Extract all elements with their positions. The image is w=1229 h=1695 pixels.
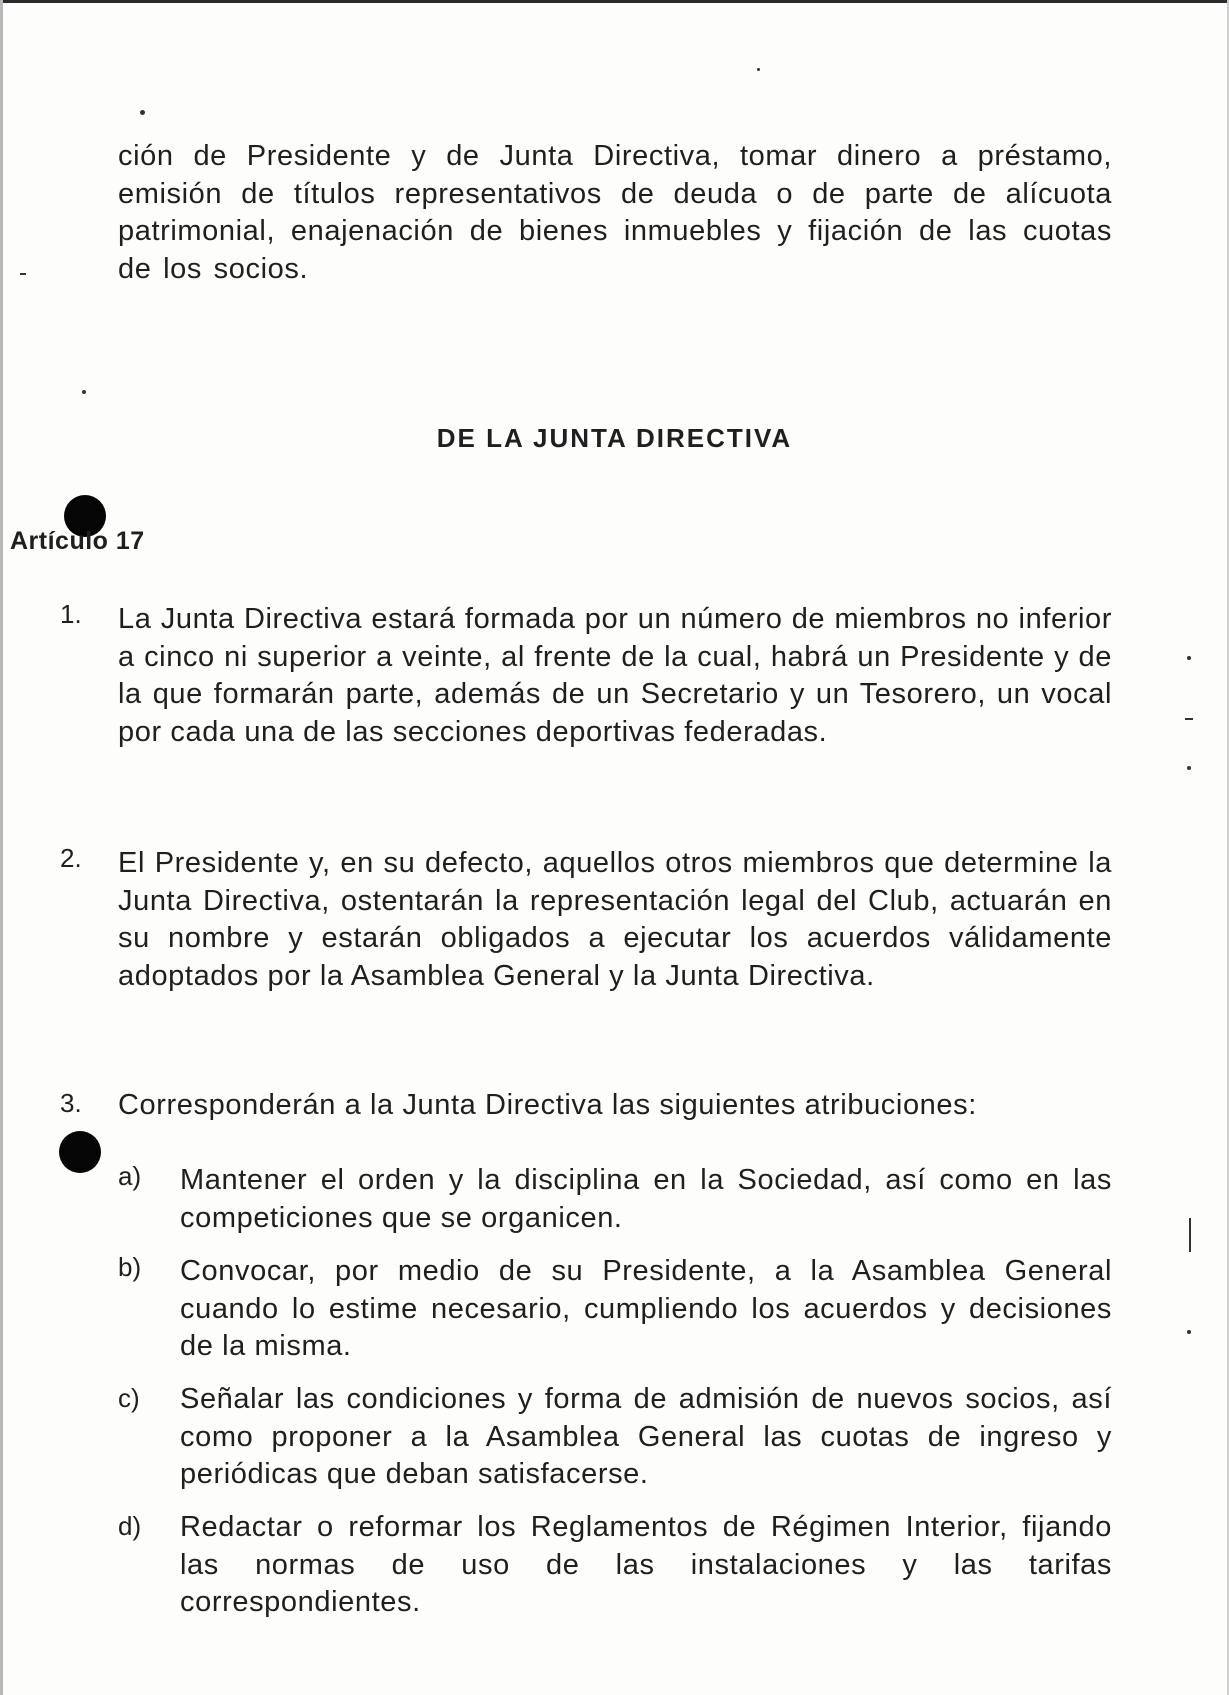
scan-edge-top [0,0,1229,3]
section-heading: DE LA JUNTA DIRECTIVA [436,423,793,453]
scan-speck [140,110,145,115]
scan-speck [757,68,760,71]
article-title: Artículo 17 [10,527,145,555]
scan-speck [1187,766,1191,770]
subitem-text: Señalar las condiciones y forma de admisión de nuevos socios, así como proponer a la Asamblea General las cuotas de ingreso y periódicas que deban satisfacerse. [180,1383,1112,1490]
subitem-text: Mantener el orden y la disciplina en la Sociedad, así como en las competiciones que se organicen. [180,1164,1112,1234]
scan-speck [1187,1330,1191,1334]
item-number: 1. [60,599,82,629]
subitem-label: b) [118,1252,142,1282]
punch-hole [59,1131,101,1173]
item-number: 2. [60,843,82,873]
item-number: 3. [60,1088,82,1118]
intro-paragraph: ción de Presidente y de Junta Directiva, tomar dinero a préstamo, emisión de títulos representativos de deuda o de parte de alícuota patrimonial, enajenación de bienes inmuebles y fijación de las cuotas de los socios. [118,140,1112,285]
scan-mark [20,273,26,275]
subitem-label: c) [118,1383,140,1413]
subitem-text: Convocar, por medio de su Presidente, a la Asamblea General cuando lo estime necesario, cumpliendo los acuerdos y decisiones de la misma. [180,1255,1112,1362]
item-text: La Junta Directiva estará formada por un número de miembros no inferior a cinco ni superior a veinte, al frente de la cual, habrá un Presidente y de la que formarán parte, además de un Secretario y un Tesorero, un vocal por cada una de las secciones deportivas federadas. [118,603,1112,748]
item-text: Corresponderán a la Junta Directiva las siguientes atribuciones: [118,1089,977,1121]
subitem-label: d) [118,1511,142,1541]
item-text: El Presidente y, en su defecto, aquellos otros miembros que determine la Junta Directiva, ostentarán la representación legal del Club, actuarán en su nombre y estarán obligados a ejecutar los acuerdos válidamente adoptados por la Asamblea General y la Junta Directiva. [118,847,1112,992]
scan-edge-left [0,0,3,1695]
scan-speck [1187,656,1191,660]
scan-speck [82,390,86,394]
scan-mark [1185,718,1193,720]
subitem-text: Redactar o reformar los Reglamentos de Régimen Interior, fijando las normas de uso de las instalaciones y las tarifas correspondientes. [180,1511,1112,1618]
subitem-label: a) [118,1161,142,1191]
scan-mark [1189,1218,1191,1252]
